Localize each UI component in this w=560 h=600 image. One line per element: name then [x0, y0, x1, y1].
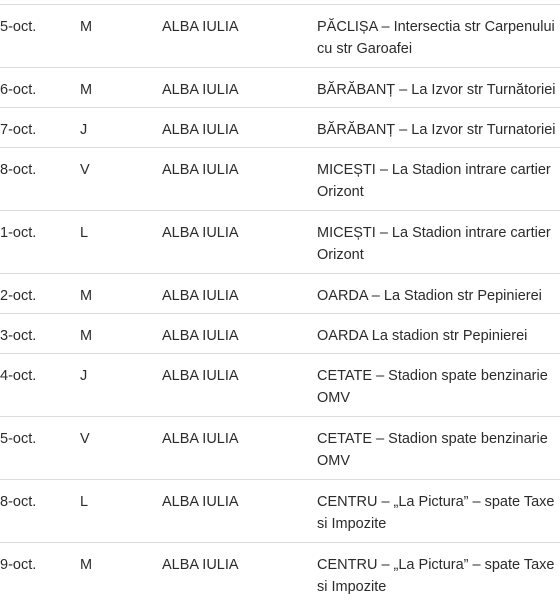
- day-cell: M: [80, 82, 93, 98]
- location-cell: CENTRU – „La Pictura” – spate Taxe si Impozite: [317, 494, 555, 532]
- city-cell: ALBA IULIA: [162, 225, 239, 241]
- date-cell: 6-oct.: [0, 82, 37, 98]
- table-row: [0, 5, 560, 68]
- date-cell: 8-oct.: [0, 494, 37, 510]
- day-cell: M: [80, 328, 93, 344]
- location-cell: MICEȘTI – La Stadion intrare cartier Orizont: [317, 225, 551, 263]
- day-cell: M: [80, 557, 93, 573]
- table-row: [0, 274, 560, 314]
- date-cell: 7-oct.: [0, 122, 37, 138]
- table-row: [0, 148, 560, 211]
- table-row: [0, 354, 560, 417]
- date-cell: 1-oct.: [0, 225, 37, 241]
- city-cell: ALBA IULIA: [162, 328, 239, 344]
- day-cell: V: [80, 431, 90, 447]
- table-row: [0, 480, 560, 543]
- location-cell: OARDA La stadion str Pepinierei: [317, 328, 528, 344]
- date-cell: 5-oct.: [0, 19, 37, 35]
- date-cell: 2-oct.: [0, 288, 37, 304]
- date-cell: 5-oct.: [0, 431, 37, 447]
- day-cell: J: [80, 368, 88, 384]
- city-cell: ALBA IULIA: [162, 82, 239, 98]
- location-cell: BĂRĂBANȚ – La Izvor str Turnatoriei: [317, 122, 556, 138]
- city-cell: ALBA IULIA: [162, 431, 239, 447]
- location-cell: CETATE – Stadion spate benzinarie OMV: [317, 368, 548, 406]
- date-cell: 4-oct.: [0, 368, 37, 384]
- table-row: [0, 108, 560, 148]
- city-cell: ALBA IULIA: [162, 19, 239, 35]
- day-cell: L: [80, 225, 89, 241]
- table-row: [0, 543, 560, 600]
- table-row: [0, 68, 560, 108]
- table-row: [0, 314, 560, 354]
- date-cell: 9-oct.: [0, 557, 37, 573]
- city-cell: ALBA IULIA: [162, 288, 239, 304]
- day-cell: V: [80, 162, 90, 178]
- day-cell: J: [80, 122, 88, 138]
- day-cell: L: [80, 494, 89, 510]
- location-cell: OARDA – La Stadion str Pepinierei: [317, 288, 542, 304]
- location-cell: CETATE – Stadion spate benzinarie OMV: [317, 431, 548, 469]
- location-cell: PĂCLIȘA – Intersectia str Carpenului cu str Garoafei: [317, 19, 555, 57]
- day-cell: M: [80, 288, 93, 304]
- city-cell: ALBA IULIA: [162, 494, 239, 510]
- date-cell: 3-oct.: [0, 328, 37, 344]
- city-cell: ALBA IULIA: [162, 368, 239, 384]
- day-cell: M: [80, 19, 93, 35]
- location-cell: MICEȘTI – La Stadion intrare cartier Orizont: [317, 162, 551, 200]
- location-cell: CENTRU – „La Pictura” – spate Taxe si Impozite: [317, 557, 555, 595]
- date-cell: 8-oct.: [0, 162, 37, 178]
- table-row: [0, 211, 560, 274]
- location-cell: BĂRĂBANȚ – La Izvor str Turnătoriei: [317, 82, 556, 98]
- city-cell: ALBA IULIA: [162, 122, 239, 138]
- city-cell: ALBA IULIA: [162, 162, 239, 178]
- table-row: [0, 417, 560, 480]
- city-cell: ALBA IULIA: [162, 557, 239, 573]
